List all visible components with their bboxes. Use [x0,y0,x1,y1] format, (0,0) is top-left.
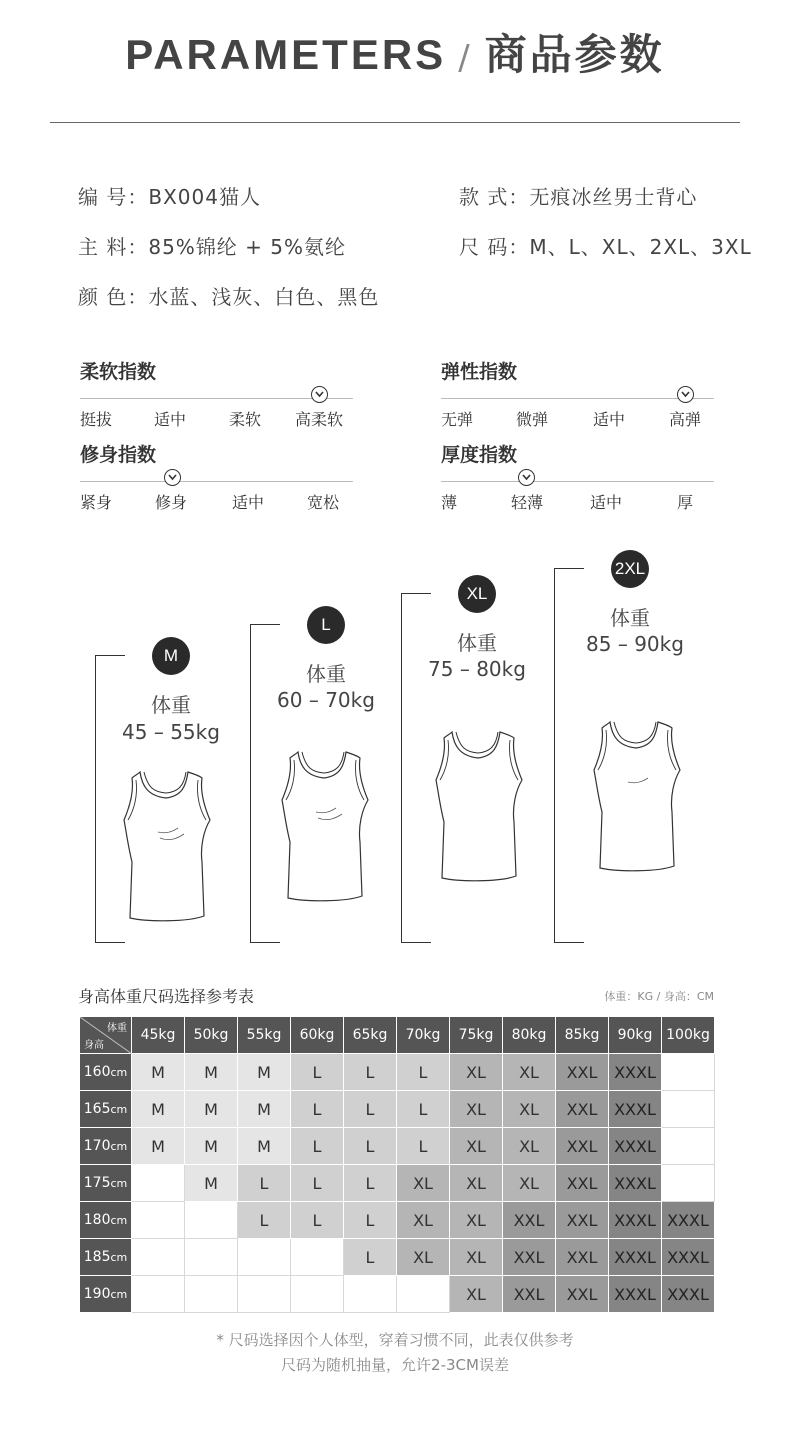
size-xl-weight-range: 75 – 80kg [428,657,526,681]
size-cell: M [238,1128,291,1165]
size-cell: XXL [556,1165,609,1202]
fit-option: 修身 [155,493,188,512]
size-cell: XL [503,1091,556,1128]
size-cell: L [397,1128,450,1165]
size-cell: M [238,1091,291,1128]
size-cell [662,1128,715,1165]
size-cell: M [132,1091,185,1128]
tank-top-xl-icon [430,726,528,886]
size-2xl-weight-range: 85 – 90kg [586,632,684,656]
size-cell: XXL [503,1239,556,1276]
size-cell: XXXL [609,1054,662,1091]
size-cell: L [291,1128,344,1165]
size-cell: L [344,1091,397,1128]
height-row-header [80,1054,132,1091]
elasticity-option: 微弹 [516,410,549,429]
size-cell: XL [450,1202,503,1239]
size-cell [662,1091,715,1128]
weight-column-header: 70kg [397,1017,450,1054]
size-cell [185,1239,238,1276]
size-cell [238,1276,291,1313]
height-value: 185 [83,1249,111,1265]
size-cell: XL [503,1054,556,1091]
size-cell [132,1202,185,1239]
height-unit: cm [110,1251,128,1264]
table-row [80,1128,715,1165]
size-cell: L [344,1239,397,1276]
size-cell: XL [397,1202,450,1239]
spec-style-value: 无痕冰丝男士背心 [529,185,698,209]
weight-column-header: 75kg [450,1017,503,1054]
height-row-header [80,1165,132,1202]
size-table [79,1016,715,1313]
table-row [80,1091,715,1128]
weight-column-header: 90kg [609,1017,662,1054]
height-row-header [80,1202,132,1239]
size-table-corner [80,1017,132,1054]
height-row-header [80,1091,132,1128]
size-cell: XXXL [609,1165,662,1202]
tank-top-l-icon [276,746,374,906]
height-row-header [80,1128,132,1165]
footnote-disclaimer: * 尺码选择因个人体型，穿着习惯不同，此表仅供参考 [216,1331,574,1349]
size-cell: XXL [556,1202,609,1239]
weight-column-header: 45kg [132,1017,185,1054]
elasticity-selected-marker-icon [677,386,694,403]
size-cell: L [344,1202,397,1239]
header-divider [50,122,740,123]
softness-selected-marker-icon [311,386,328,403]
size-cell: L [291,1091,344,1128]
size-cell [291,1276,344,1313]
size-cell: XL [503,1165,556,1202]
size-cell: L [397,1054,450,1091]
spec-material-label: 主 料： [78,235,149,259]
size-cell: XL [450,1128,503,1165]
size-cell: L [238,1165,291,1202]
softness-option: 高柔软 [295,410,344,429]
fit-selected-marker-icon [164,469,181,486]
elasticity-option: 无弹 [441,410,474,429]
spec-colors-value: 水蓝、浅灰、白色、黑色 [148,285,380,309]
size-cell: XXXL [609,1202,662,1239]
size-cell: M [132,1128,185,1165]
size-m-weight-label: 体重 [151,693,191,717]
thickness-option: 轻薄 [511,493,544,512]
spec-sizes-value: M、L、XL、2XL、3XL [529,235,752,259]
weight-column-header: 85kg [556,1017,609,1054]
size-l-weight-range: 60 – 70kg [277,688,375,712]
softness-title: 柔软指数 [80,361,157,383]
size-cell: XL [450,1091,503,1128]
table-row [80,1202,715,1239]
tank-top-2xl-icon [588,716,686,876]
height-unit: cm [110,1214,128,1227]
page-title [0,22,790,82]
height-unit: cm [110,1103,128,1116]
size-cell: XL [450,1054,503,1091]
size-cell: XXL [556,1054,609,1091]
weight-column-header: 100kg [662,1017,715,1054]
fit-title: 修身指数 [80,444,157,466]
spec-colors [78,281,379,310]
size-table-header-row [80,1017,715,1054]
size-cell: L [397,1091,450,1128]
footnote-tolerance: 尺码为随机抽量，允许2-3CM误差 [281,1356,509,1374]
softness-option: 挺拔 [80,410,113,429]
weight-column-header: 50kg [185,1017,238,1054]
size-cell: L [344,1054,397,1091]
elasticity-option: 适中 [593,410,626,429]
size-cell: M [185,1054,238,1091]
size-cell [132,1239,185,1276]
spec-style [459,181,697,210]
table-row [80,1276,715,1313]
softness-option: 适中 [154,410,187,429]
size-cell [132,1276,185,1313]
size-cell: L [291,1202,344,1239]
height-unit: cm [110,1288,128,1301]
size-cell [662,1054,715,1091]
size-cell: XXXL [609,1128,662,1165]
height-row-header [80,1276,132,1313]
weight-column-header: 80kg [503,1017,556,1054]
title-en: PARAMETERS [125,31,447,78]
size-l-weight-label: 体重 [306,662,346,686]
size-l-badge: L [307,606,345,644]
size-xl-badge: XL [458,575,496,613]
size-cell [132,1165,185,1202]
size-m-badge: M [152,637,190,675]
weight-column-header: 65kg [344,1017,397,1054]
size-m-weight-range: 45 – 55kg [122,720,220,744]
softness-option: 柔软 [229,410,262,429]
size-cell: XL [450,1165,503,1202]
size-cell [185,1276,238,1313]
thickness-option: 厚 [677,493,694,512]
size-table-body [80,1054,715,1313]
size-cell: L [291,1054,344,1091]
height-value: 170 [83,1138,111,1154]
size-cell: XXXL [662,1276,715,1313]
size-table-title: 身高体重尺码选择参考表 [78,987,255,1006]
spec-sizes [459,231,752,260]
height-row-header [80,1239,132,1276]
fit-option: 宽松 [307,493,340,512]
size-cell: M [185,1128,238,1165]
height-value: 190 [83,1286,111,1302]
size-cell: L [291,1165,344,1202]
spec-code [78,181,261,210]
size-cell: XXL [556,1091,609,1128]
size-cell: XXL [556,1276,609,1313]
size-cell [185,1202,238,1239]
size-cell: XXXL [662,1239,715,1276]
size-cell: XXL [503,1202,556,1239]
size-cell: XL [450,1239,503,1276]
size-cell: M [185,1091,238,1128]
thickness-title: 厚度指数 [441,444,518,466]
size-cell: L [344,1128,397,1165]
spec-material-value: 85%锦纶 + 5%氨纶 [148,235,347,259]
title-slash: / [458,38,473,78]
size-cell: L [344,1165,397,1202]
spec-style-label: 款 式： [459,185,530,209]
title-cn: 商品参数 [484,30,665,79]
size-cell [238,1239,291,1276]
size-cell: M [185,1165,238,1202]
size-xl-weight-label: 体重 [457,631,497,655]
size-cell: M [132,1054,185,1091]
thickness-option: 薄 [441,493,458,512]
size-cell: XXXL [609,1276,662,1313]
table-row [80,1165,715,1202]
height-value: 180 [83,1212,111,1228]
elasticity-title: 弹性指数 [441,361,518,383]
size-cell [344,1276,397,1313]
size-cell: XXL [556,1128,609,1165]
size-cell [397,1276,450,1313]
height-unit: cm [110,1066,128,1079]
spec-sizes-label: 尺 码： [459,235,530,259]
size-cell: XL [503,1128,556,1165]
size-cell [662,1165,715,1202]
size-cell: M [238,1054,291,1091]
size-cell: XXXL [609,1239,662,1276]
size-cell: XL [397,1239,450,1276]
corner-weight-label: 体重 [107,1023,127,1034]
size-cell: XL [450,1276,503,1313]
height-unit: cm [110,1140,128,1153]
size-cell: XXL [556,1239,609,1276]
size-cell: XXL [503,1276,556,1313]
weight-column-header: 60kg [291,1017,344,1054]
thickness-scale-line [441,481,714,482]
size-2xl-weight-label: 体重 [610,606,650,630]
height-value: 165 [83,1101,111,1117]
size-cell [291,1239,344,1276]
size-cell: L [238,1202,291,1239]
elasticity-option: 高弹 [669,410,702,429]
fit-scale-line [80,481,353,482]
size-cell: XXXL [609,1091,662,1128]
thickness-option: 适中 [590,493,623,512]
spec-colors-label: 颜 色： [78,285,149,309]
table-row [80,1239,715,1276]
fit-option: 适中 [232,493,265,512]
size-2xl-badge: 2XL [611,550,649,588]
height-value: 175 [83,1175,111,1191]
size-cell: XL [397,1165,450,1202]
spec-code-value: BX004猫人 [148,185,261,209]
height-unit: cm [110,1177,128,1190]
fit-option: 紧身 [80,493,113,512]
thickness-selected-marker-icon [518,469,535,486]
height-value: 160 [83,1064,111,1080]
spec-material [78,231,346,260]
weight-column-header: 55kg [238,1017,291,1054]
tank-top-m-icon [118,766,216,926]
corner-height-label: 身高 [84,1040,104,1051]
table-row [80,1054,715,1091]
elasticity-scale-line [441,398,714,399]
size-table-unit-note: 体重：KG / 身高：CM [604,990,714,1003]
spec-code-label: 编 号： [78,185,149,209]
size-cell: XXXL [662,1202,715,1239]
